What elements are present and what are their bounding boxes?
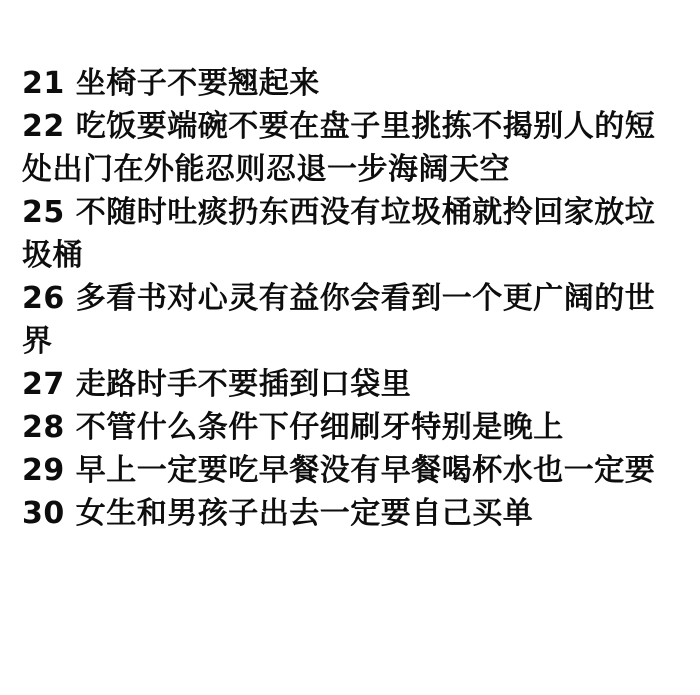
text-line-29: 29 早上一定要吃早餐没有早餐喝杯水也一定要 bbox=[22, 453, 656, 488]
text-line-21: 21 坐椅子不要翘起来 bbox=[22, 66, 320, 101]
text-line-27: 27 走路时手不要插到口袋里 bbox=[22, 367, 412, 402]
text-line-30: 30 女生和男孩子出去一定要自己买单 bbox=[22, 496, 534, 531]
text-block bbox=[22, 62, 678, 535]
text-line-26: 26 多看书对心灵有益你会看到一个更广阔的世界 bbox=[22, 281, 656, 359]
text-line-25: 25 不随时吐痰扔东西没有垃圾桶就拎回家放垃圾桶 bbox=[22, 195, 656, 273]
text-line-22: 22 吃饭要端碗不要在盘子里挑拣不揭别人的短处出门在外能忍则忍退一步海阔天空 bbox=[22, 109, 656, 187]
text-line-28: 28 不管什么条件下仔细刷牙特别是晚上 bbox=[22, 410, 564, 445]
